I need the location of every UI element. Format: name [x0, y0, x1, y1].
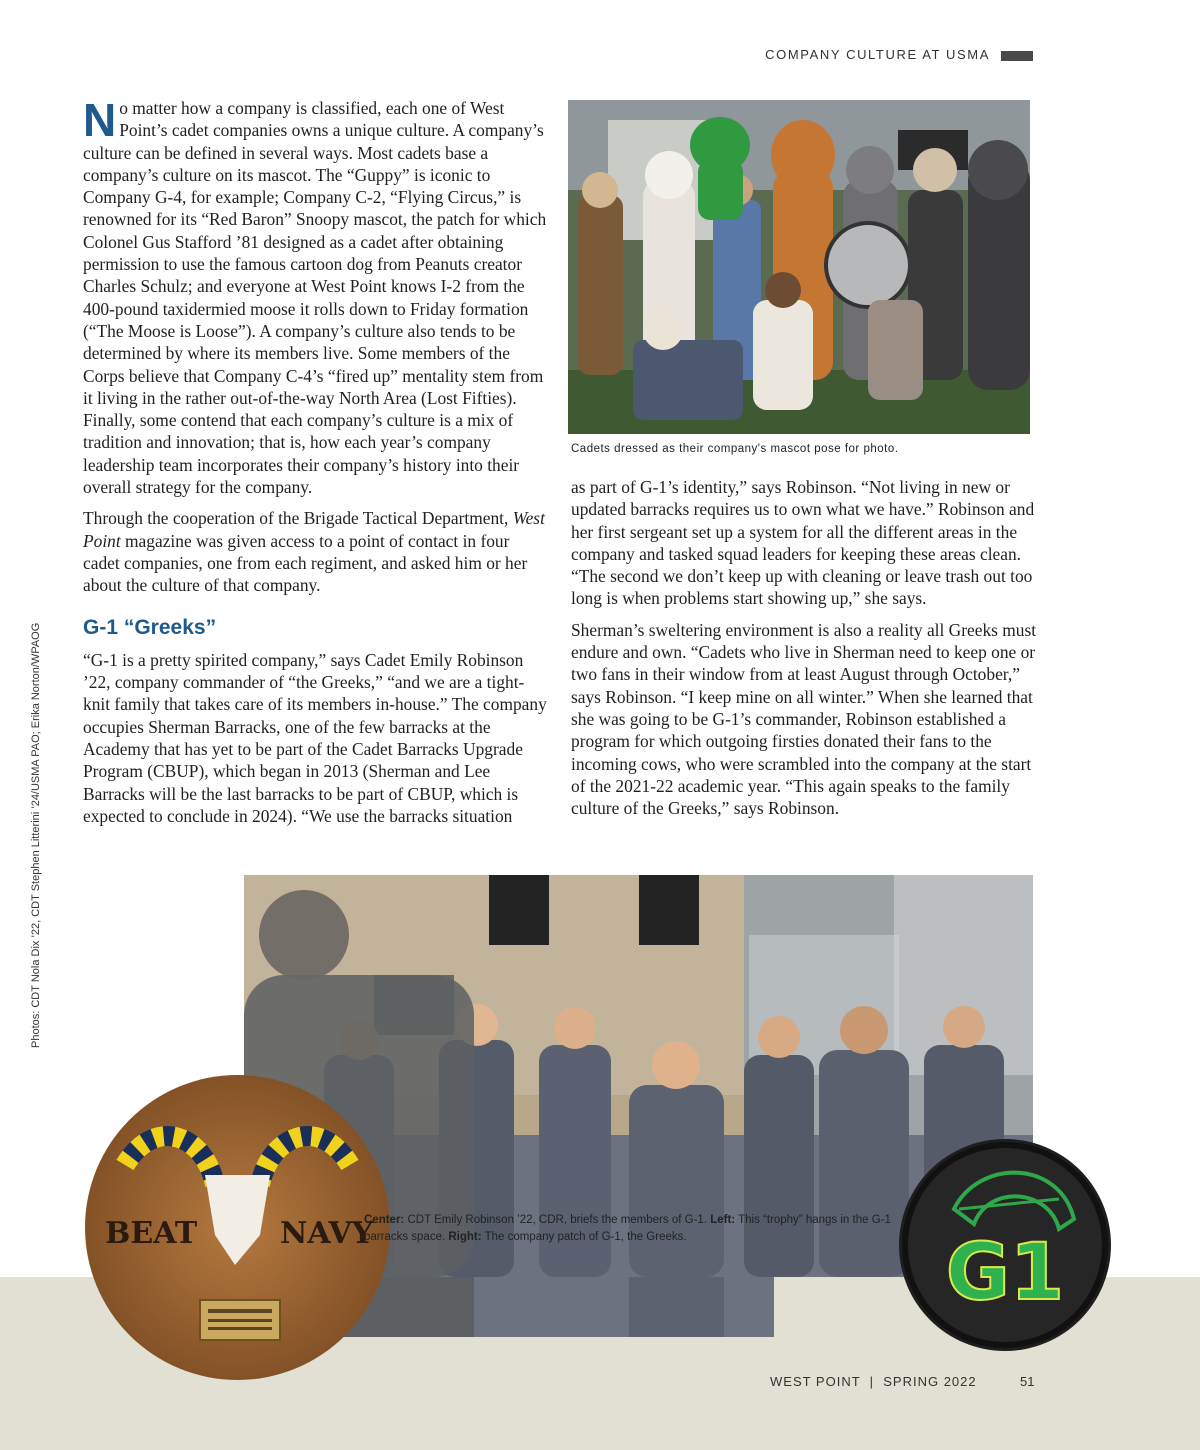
- caption-center-label: Center:: [364, 1214, 405, 1226]
- g1-company-patch-photo: [899, 1139, 1111, 1351]
- caption-center-text: CDT Emily Robinson ’22, CDR, briefs the members of G-1.: [404, 1214, 711, 1226]
- article-column-right: [571, 476, 1037, 828]
- mascot-group-photo: [568, 100, 1030, 434]
- access-text-b: magazine was given access to a point of contact in four cadet companies, one from each regiment, and asked him or her about the culture of that company.: [83, 530, 528, 596]
- intro-text: o matter how a company is classified, each one of West Point’s cadet companies owns a unique culture. A company’s culture can be defined in several ways. Most cadets base a company’s culture on its mascot. The “Guppy” is iconic to Company G-4, for example; Company C-2, “Flying Circus,” is renowned for its “Red Baron” Snoopy mascot, the patch for which Colonel Gus Stafford ’81 designed as a cadet after obtaining permission to use the famous cartoon dog from Peanuts creator Charles Schulz; and everyone at West Point knows I-2 from the 400-pound taxidermied moose it rolls down to Friday formation (“The Moose is Loose”). A company’s culture also tends to be determined by where its members live. Some members of the Corps believe that Company C-4’s “fired up” mentality stem from it living in the rather out-of-the-way North Area (Lost Fifties). Finally, some contend that each company’s culture is a mix of tradition and innovation; that is, how each year’s company leadership team incorporates their company’s history into their overall strategy for the company.: [83, 98, 547, 498]
- top-photo-caption: Cadets dressed as their company's mascot pose for photo.: [571, 443, 899, 455]
- article-column-left: [83, 94, 548, 836]
- magazine-title: West Point: [83, 508, 545, 551]
- subhead-g1-greeks: G-1 “Greeks”: [83, 615, 217, 639]
- bottom-photos-caption: [364, 1212, 924, 1246]
- caption-right-text: The company patch of G-1, the Greeks.: [481, 1231, 687, 1243]
- section-bar: [1001, 51, 1033, 61]
- access-text-a: Through the cooperation of the Brigade Tactical Department,: [83, 508, 513, 529]
- beat-navy-plaque-photo: [85, 1075, 390, 1380]
- drop-cap: N: [83, 94, 117, 146]
- g1-paragraph-3: Sherman’s sweltering environment is also a reality all Greeks must endure and own. “Cadets who live in Sherman need to keep one or two fans in their window from at least August through October,” says Robinson. “I keep mine on all winter.” When she learned that she was going to be G-1’s commander, Robinson established a program for which outgoing firsties donated their fans to the incoming cows, who were scrambled into the company at the start of the 2021-22 academic year. “This again speaks to the family culture of the Greeks,” says Robinson.: [571, 619, 1037, 819]
- g1-paragraph-1: “G-1 is a pretty spirited company,” says Cadet Emily Robinson ’22, company commander of “the Greeks,” “and we are a tight-knit family that takes care of its members in-house.” The company occupies Sherman Barracks, one of the few barracks at the Academy that has yet to be part of the Cadet Barracks Upgrade Program (CBUP), which began in 2013 (Sherman and Lee Barracks will be the last barracks to be part of CBUP, which is expected to conclude in 2024). “We use the barracks situation: [83, 649, 547, 826]
- section-label: COMPANY CULTURE AT USMA: [765, 47, 990, 62]
- page-number: 51: [1020, 1374, 1035, 1389]
- intro-paragraph: [83, 94, 548, 498]
- caption-left-text: This “trophy” hangs in the G-1 barracks space.: [364, 1214, 891, 1243]
- plaque-word-right: NAVY: [280, 1216, 374, 1251]
- g1-paragraph-2: as part of G-1’s identity,” says Robinson. “Not living in new or updated barracks requires us to own what we have.” Robinson and her first sergeant set up a system for all the different areas in the company and tasked squad leaders for keeping these areas clean. “The second we don’t keep up with cleaning or leave trash out too long is when problems start showing up,” she says.: [571, 477, 1035, 609]
- photo-credit-text: Photos: CDT Nola Dix ’22, CDT Stephen Litterini ’24/USMA PAO; Erika Norton/WPAOG: [30, 622, 42, 1048]
- patch-letters: G1: [945, 1228, 1065, 1318]
- plaque-word-left: BEAT: [105, 1216, 198, 1251]
- caption-left-label: Left:: [710, 1214, 736, 1226]
- caption-right-label: Right:: [448, 1231, 482, 1243]
- publication-footer: WEST POINT | SPRING 2022: [770, 1374, 977, 1389]
- access-paragraph: [83, 507, 548, 596]
